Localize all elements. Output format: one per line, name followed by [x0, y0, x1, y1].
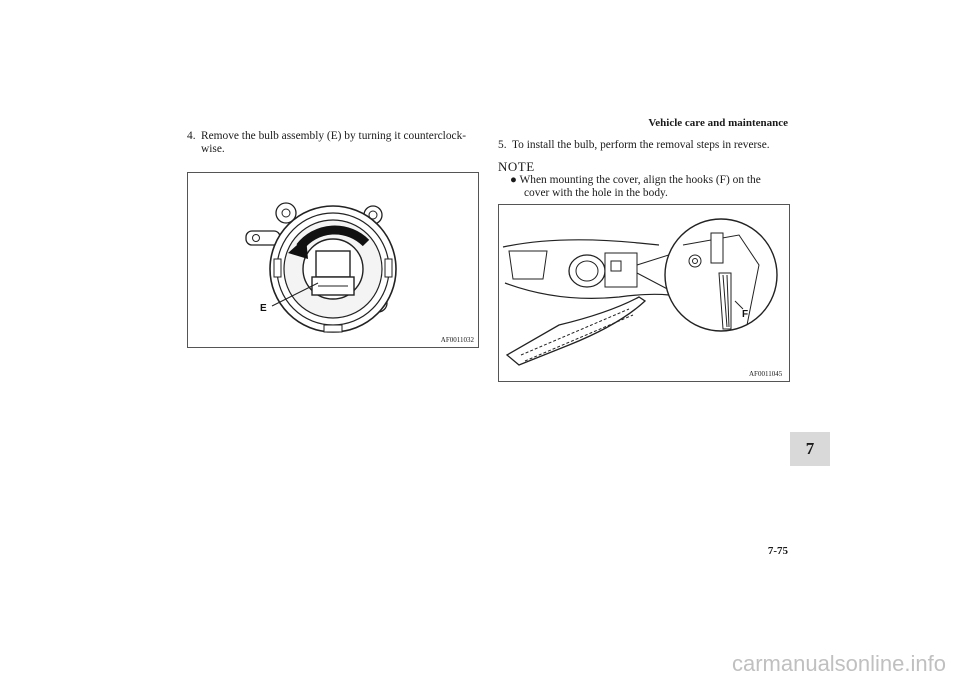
note-title: NOTE: [498, 159, 535, 174]
bullet-icon: ●: [510, 174, 517, 186]
watermark: carmanualsonline.info: [0, 650, 960, 678]
page-number: 7-75: [767, 545, 788, 557]
chapter-tab: 7: [790, 432, 830, 466]
step-text-line2: wise.: [201, 143, 225, 155]
step-4: [187, 130, 477, 156]
figure-code: AF0011045: [749, 370, 783, 378]
step-text: To install the bulb, perform the removal steps in reverse.: [512, 139, 770, 151]
figure-label-e: E: [260, 303, 267, 314]
step-5: [498, 139, 788, 152]
figure-code: AF0011032: [440, 336, 474, 344]
bulb-removal-figure: [187, 172, 479, 348]
bullet-text-line1: When mounting the cover, align the hooks (F) on the: [519, 174, 761, 186]
section-header: Vehicle care and maintenance: [648, 117, 788, 129]
step-text-line1: Remove the bulb assembly (E) by turning it counterclock-: [201, 130, 467, 142]
bulb-assembly-illustration: [188, 173, 478, 347]
step-number: 4.: [187, 130, 196, 142]
cover-mounting-figure: [498, 204, 790, 382]
step-number: 5.: [498, 139, 507, 151]
bumper-cover-illustration: [499, 205, 789, 381]
figure-label-f: F: [742, 309, 749, 320]
note-bullet: [510, 174, 790, 200]
bullet-text-line2: cover with the hole in the body.: [524, 187, 668, 199]
